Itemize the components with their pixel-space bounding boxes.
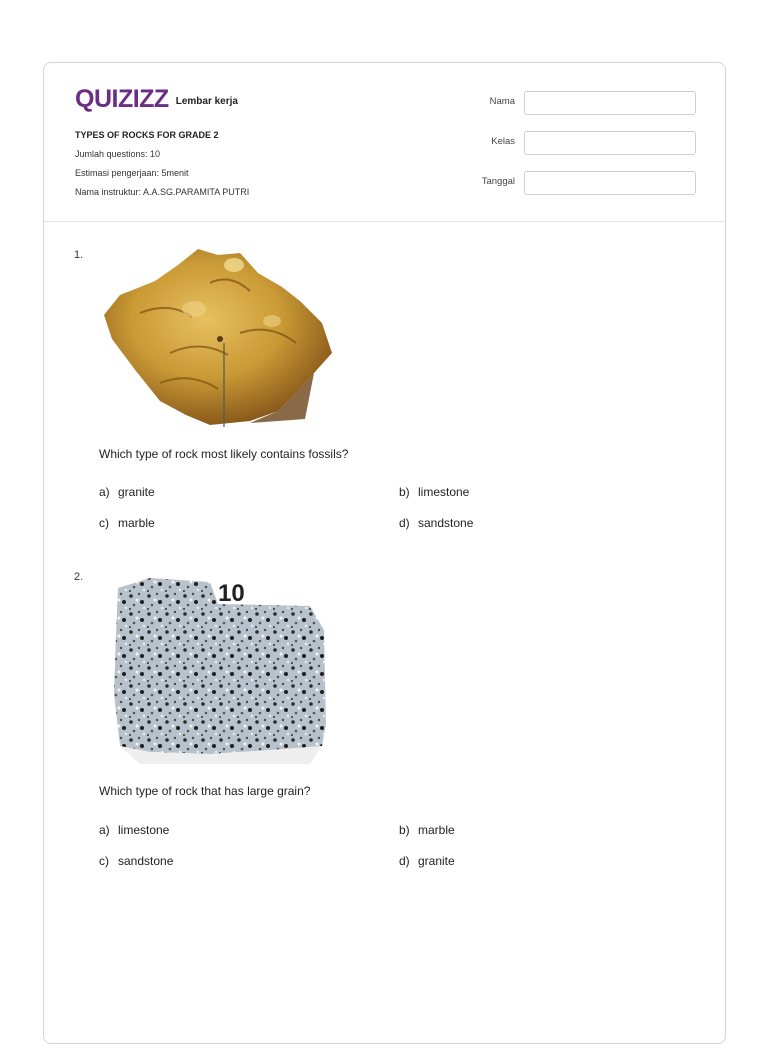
option-text: marble — [418, 823, 455, 837]
option-letter: c) — [99, 854, 109, 868]
estimated-time: Estimasi pengerjaan: 5menit — [75, 168, 189, 178]
name-label: Nama — [489, 96, 515, 107]
option-letter: b) — [399, 485, 410, 499]
question-1-option-c[interactable] — [99, 516, 155, 530]
worksheet-meta — [75, 126, 249, 202]
question-1-option-d[interactable] — [399, 516, 473, 530]
question-2-option-a[interactable] — [99, 823, 169, 837]
questions-count: Jumlah questions: 10 — [75, 149, 161, 159]
option-text: sandstone — [118, 854, 174, 868]
quizizz-logo — [75, 85, 238, 113]
name-field[interactable] — [524, 91, 696, 115]
logo-subtitle: Lembar kerja — [175, 95, 238, 107]
question-2-option-c[interactable] — [99, 854, 173, 868]
question-2-text: Which type of rock that has large grain? — [99, 784, 311, 798]
question-1-number: 1. — [74, 249, 84, 261]
image-number-label: 10 — [218, 580, 245, 607]
option-letter: c) — [99, 516, 109, 530]
instructor-name: Nama instruktur: A.A.SG.PARAMITA PUTRI — [75, 187, 250, 197]
option-text: granite — [118, 485, 155, 499]
question-1-option-b[interactable] — [399, 485, 469, 499]
question-1-text: Which type of rock most likely contains fossils? — [99, 447, 349, 461]
option-letter: b) — [399, 823, 410, 837]
class-label: Kelas — [491, 136, 515, 147]
option-letter: d) — [399, 854, 410, 868]
option-text: sandstone — [418, 516, 474, 530]
worksheet-header — [44, 63, 725, 222]
logo-wordmark: QUIZIZZ — [75, 85, 169, 113]
class-field[interactable] — [524, 131, 696, 155]
option-letter: d) — [399, 516, 410, 530]
option-text: marble — [118, 516, 155, 530]
option-text: limestone — [118, 823, 170, 837]
worksheet-title: TYPES OF ROCKS FOR GRADE 2 — [75, 130, 219, 140]
question-1-option-a[interactable] — [99, 485, 155, 499]
granite-image — [110, 574, 330, 768]
option-text: limestone — [418, 485, 470, 499]
option-letter: a) — [99, 485, 110, 499]
limestone-fossil-image — [100, 243, 336, 429]
question-2-option-d[interactable] — [399, 854, 455, 868]
option-letter: a) — [99, 823, 110, 837]
question-2-option-b[interactable] — [399, 823, 455, 837]
date-label: Tanggal — [481, 176, 515, 187]
date-field[interactable] — [524, 171, 696, 195]
worksheet-page — [43, 62, 726, 1044]
option-text: granite — [418, 854, 455, 868]
question-2-number: 2. — [74, 571, 84, 583]
